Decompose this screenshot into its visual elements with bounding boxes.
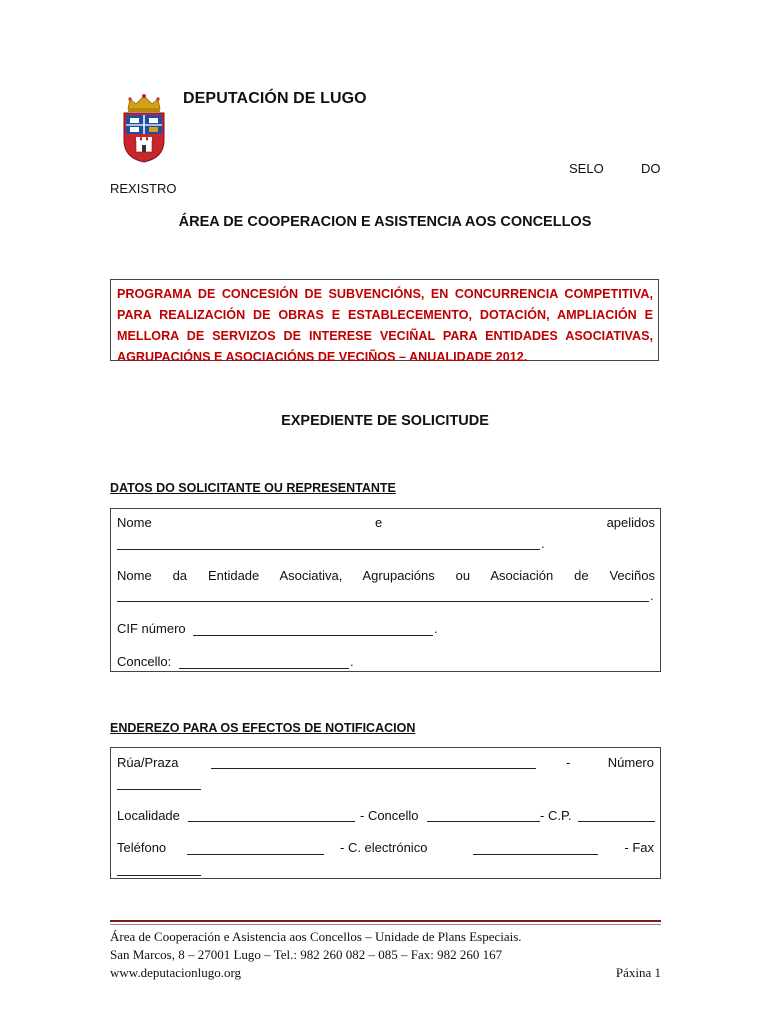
c-electronico-label: - C. electrónico <box>340 840 428 855</box>
program-description-box <box>110 279 659 364</box>
area-title: ÁREA DE COOPERACION E ASISTENCIA AOS CONCELLOS <box>178 214 592 230</box>
solicitante-box <box>110 508 661 672</box>
period: . <box>650 588 654 603</box>
fax-field[interactable] <box>117 875 201 876</box>
footer-divider <box>110 924 661 925</box>
solicitante-heading: DATOS DO SOLICITANTE OU REPRESENTANTE <box>110 481 396 495</box>
numero-label: Número <box>607 755 654 770</box>
footer-divider <box>110 920 661 922</box>
period: . <box>541 536 545 551</box>
localidade-label: Localidade <box>117 808 180 823</box>
deputacion-title: DEPUTACIÓN DE LUGO <box>183 90 367 107</box>
c-electronico-field[interactable] <box>473 854 598 855</box>
concello-field[interactable] <box>427 821 540 822</box>
telefono-field[interactable] <box>187 854 324 855</box>
concello-field[interactable] <box>179 668 349 669</box>
cp-field[interactable] <box>578 821 655 822</box>
rua-field[interactable] <box>211 768 536 769</box>
enderezo-box <box>110 747 661 879</box>
concello-label: - Concello <box>360 808 419 823</box>
footer-website-link[interactable]: www.deputacionlugo.org <box>110 965 242 980</box>
apelidos-label: apelidos <box>606 515 655 530</box>
footer-line-area: Área de Cooperación e Asistencia aos Concellos – Unidade de Plans Especiais. <box>110 929 522 944</box>
entidade-label: Nome da Entidade Asociativa, Agrupacións ou Asociación de Veciños <box>117 568 655 583</box>
e-label: e <box>375 515 383 530</box>
do-label: DO <box>641 161 661 176</box>
selo-label: SELO <box>569 161 604 176</box>
fax-label: - Fax <box>624 840 654 855</box>
expediente-title: EXPEDIENTE DE SOLICITUDE <box>281 413 489 429</box>
nome-label: Nome <box>117 515 152 530</box>
program-line: AGRUPACIÓNS E ASOCIACIÓNS DE VECIÑOS – ANUALIDADE 2012. <box>117 350 528 364</box>
rua-label: Rúa/Praza <box>117 755 179 770</box>
period: . <box>350 654 354 669</box>
program-line: PARA REALIZACIÓN DE OBRAS E ESTABLECEMENTO, DOTACIÓN, AMPLIACIÓN E <box>117 308 653 322</box>
concello-label: Concello: <box>117 654 172 669</box>
period: . <box>434 621 438 636</box>
localidade-field[interactable] <box>188 821 355 822</box>
dash: - <box>566 755 571 770</box>
page-number: Páxina 1 <box>615 965 661 980</box>
footer-line-address: San Marcos, 8 – 27001 Lugo – Tel.: 982 260 082 – 085 – Fax: 982 260 167 <box>110 947 503 962</box>
numero-field[interactable] <box>117 789 201 790</box>
enderezo-heading: ENDEREZO PARA OS EFECTOS DE NOTIFICACION <box>110 721 416 735</box>
nome-apelidos-field[interactable] <box>117 549 540 550</box>
cp-label: - C.P. <box>540 808 572 823</box>
cif-label: CIF número <box>117 621 186 636</box>
entidade-name-field[interactable] <box>117 601 649 602</box>
cif-field[interactable] <box>193 635 433 636</box>
program-line: PROGRAMA DE CONCESIÓN DE SUBVENCIÓNS, EN CONCURRENCIA COMPETITIVA, <box>117 287 653 301</box>
deputacion-coat-of-arms-logo <box>118 92 170 164</box>
rexistro-label: REXISTRO <box>110 181 177 196</box>
telefono-label: Teléfono <box>117 840 167 855</box>
program-line: MELLORA DE SERVIZOS DE INTERESE VECIÑAL PARA ENTIDADES ASOCIATIVAS, <box>117 329 653 343</box>
